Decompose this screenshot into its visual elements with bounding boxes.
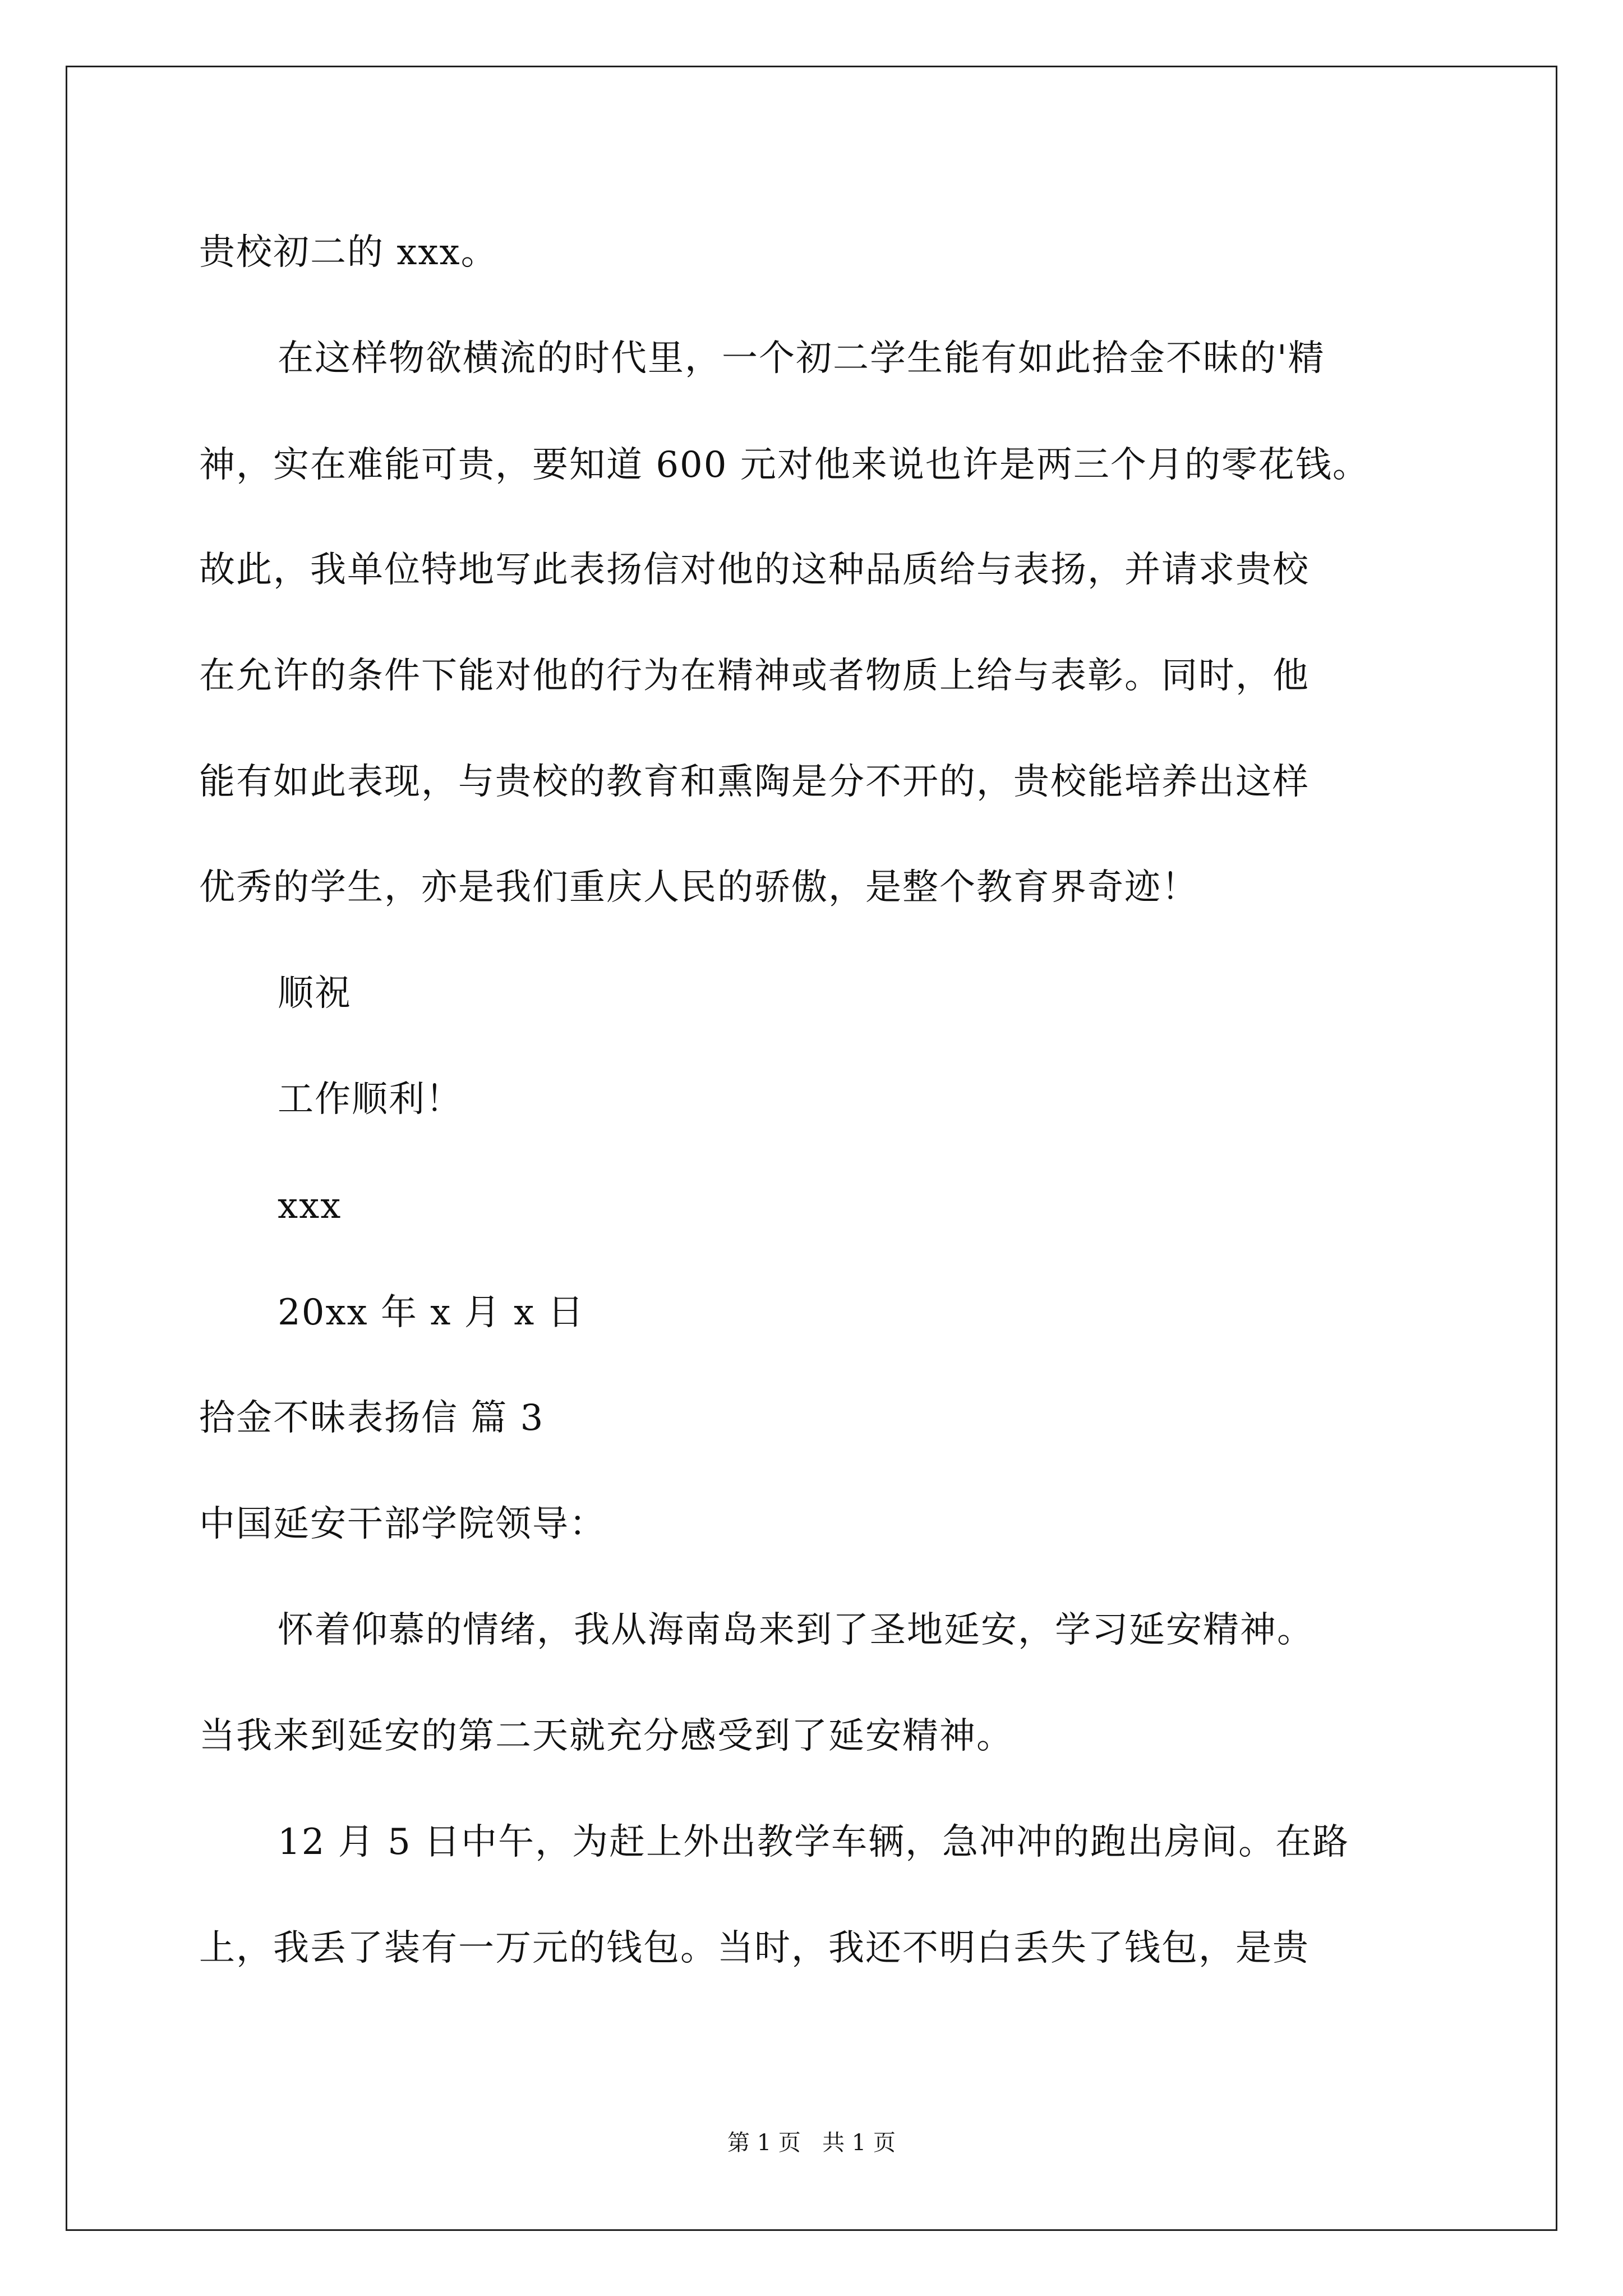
date-line: 20xx 年 x 月 x 日 [278,1292,585,1333]
closing-salutation: 顺祝 [278,973,352,1014]
body-line-8: 怀着仰慕的情绪，我从海南岛来到了圣地延安，学习延安精神。 [278,1609,1314,1651]
page-border [66,66,1557,2231]
body-line-11: 上，我丢了装有一万元的钱包。当时，我还不明白丢失了钱包，是贵 [199,1927,1310,1969]
body-line-3: 神，实在难能可贵，要知道 600 元对他来说也许是两三个月的零花钱。 [199,444,1370,486]
body-line-9: 当我来到延安的第二天就充分感受到了延安精神。 [199,1715,1013,1757]
body-line-4: 故此，我单位特地写此表扬信对他的这种品质给与表扬，并请求贵校 [199,549,1310,591]
body-line-2: 在这样物欲横流的时代里，一个初二学生能有如此拾金不昧的'精 [278,338,1325,379]
closing-wish: 工作顺利！ [278,1079,463,1120]
body-line-1: 贵校初二的 xxx。 [199,232,498,273]
body-line-10: 12 月 5 日中午，为赶上外出教学车辆，急冲冲的跑出房间。在路 [278,1821,1350,1863]
body-line-5: 在允许的条件下能对他的行为在精神或者物质上给与表彰。同时，他 [199,655,1310,697]
addressee: 中国延安干部学院领导： [199,1503,606,1545]
section-heading: 拾金不昧表扬信 篇 3 [199,1397,545,1439]
body-line-6: 能有如此表现，与贵校的教育和熏陶是分不开的，贵校能培养出这样 [199,761,1310,803]
body-line-7: 优秀的学生，亦是我们重庆人民的骄傲，是整个教育界奇迹！ [199,867,1198,908]
signature: xxx [278,1185,342,1227]
page-footer: 第 1 页 共 1 页 [727,2130,896,2156]
